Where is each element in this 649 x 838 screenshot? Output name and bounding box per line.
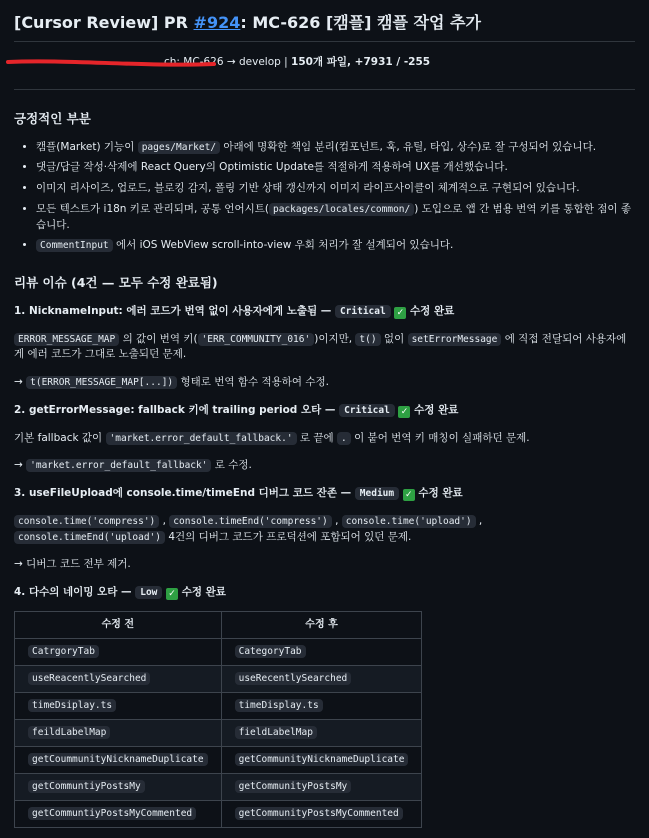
issue-4 <box>14 585 635 601</box>
severity-badge: Critical <box>335 305 391 318</box>
issue-3-desc: console.time('compress') , console.timeEnd('compress') , console.time('upload') , console.timeEnd('upload') 4건의 디버그 코드가 프로덕션에 포함되어 있던 문제. <box>14 514 635 546</box>
table-row: getCoummunityNicknameDuplicate getCommunityNicknameDuplicate <box>15 746 422 773</box>
table-header: 수정 전 <box>15 611 222 638</box>
issue-title: 3. useFileUpload에 console.time/timeEnd 디버그 코드 잔존 — Medium ✓ 수정 완료 <box>14 487 463 500</box>
issue-3-fix: → 디버그 코드 전부 제거. <box>14 558 131 571</box>
check-icon: ✓ <box>166 588 178 600</box>
change-stats: 150개 파일, +7931 / -255 <box>291 56 431 68</box>
table-row: feildLabelMap fieldLabelMap <box>15 719 422 746</box>
table-row: getCommuntiyPostsMy getCommunityPostsMy <box>15 773 422 800</box>
list-item: • 캠플(Market) 기능이 pages/Market/ 아래에 명확한 책임 분리(컴포넌트, 훅, 유틸, 타입, 상수)로 잘 구성되어 있습니다. <box>36 140 635 156</box>
pr-meta <box>14 55 635 90</box>
page-title: [Cursor Review] PR #924: MC-626 [캠플] 캠플 작업 추가 <box>14 0 635 42</box>
list-item: • CommentInput 에서 iOS WebView scroll-into-view 우회 처리가 잘 설계되어 있습니다. <box>36 238 635 254</box>
table-row: CatrgoryTab CategoryTab <box>15 638 422 665</box>
severity-badge: Critical <box>339 404 395 417</box>
branch-label: ch: MC-626 → develop | <box>164 56 292 68</box>
issue-title: 2. getErrorMessage: fallback 키에 trailing period 오타 — Critical ✓ 수정 완료 <box>14 403 459 417</box>
check-icon: ✓ <box>398 406 410 418</box>
positive-heading: 긍정적인 부분 <box>14 110 91 126</box>
severity-badge: Low <box>135 586 162 599</box>
issue-title: 1. NicknameInput: 에러 코드가 번역 없이 사용자에게 노출됨 — Critical ✓ 수정 완료 <box>14 304 455 318</box>
list-item: • 이미지 리사이즈, 업로드, 블로킹 감지, 폴링 기반 상태 갱신까지 이미지 라이프사이클이 체계적으로 구현되어 있습니다. <box>36 181 635 197</box>
naming-fix-table <box>14 611 422 828</box>
pr-link[interactable]: #924 <box>193 13 241 32</box>
check-icon: ✓ <box>394 307 406 319</box>
positive-list <box>14 140 635 255</box>
table-row: useReacentlySearched useRecentlySearched <box>15 665 422 692</box>
table-row: timeDsiplay.ts timeDisplay.ts <box>15 692 422 719</box>
issue-1 <box>14 304 635 320</box>
redaction-mark <box>6 56 218 70</box>
check-icon: ✓ <box>403 489 415 501</box>
issue-2-fix: → 'market.error_default_fallback' 로 수정. <box>14 459 252 472</box>
list-item: • 댓글/답글 작성·삭제에 React Query의 Optimistic Update를 적절하게 적용하여 UX를 개선했습니다. <box>36 160 635 176</box>
issue-2-desc: 기본 fallback 값이 'market.error_default_fallback.' 로 끝에 . 이 붙어 번역 키 매칭이 실패하던 문제. <box>14 431 530 444</box>
issue-1-desc: ERROR_MESSAGE_MAP 의 값이 번역 키( 'ERR_COMMUNITY_016' )이지만, t() 없이 setErrorMessage 에 직접 전달되어 사용자에게 에러 코드가 그대로 노출되던 문제. <box>14 332 627 361</box>
review-heading: 리뷰 이슈 (4건 — 모두 수정 완료됨) <box>14 275 218 290</box>
issue-2 <box>14 403 635 419</box>
issue-title: 4. 다수의 네이밍 오타 — Low ✓ 수정 완료 <box>14 586 226 599</box>
severity-badge: Medium <box>355 487 399 500</box>
table-header: 수정 후 <box>221 611 422 638</box>
issue-1-fix: → t(ERROR_MESSAGE_MAP[...]) 형태로 번역 함수 적용하여 수정. <box>14 376 330 388</box>
issue-3 <box>14 486 635 502</box>
table-row: getCommuntiyPostsMyCommented getCommunityPostsMyCommented <box>15 800 422 827</box>
list-item: • 모든 텍스트가 i18n 키로 관리되며, 공통 언어시트( packages/locales/common/ ) 도입으로 앱 간 범용 번역 키를 통합한 점이 좋습니다. <box>36 202 635 234</box>
